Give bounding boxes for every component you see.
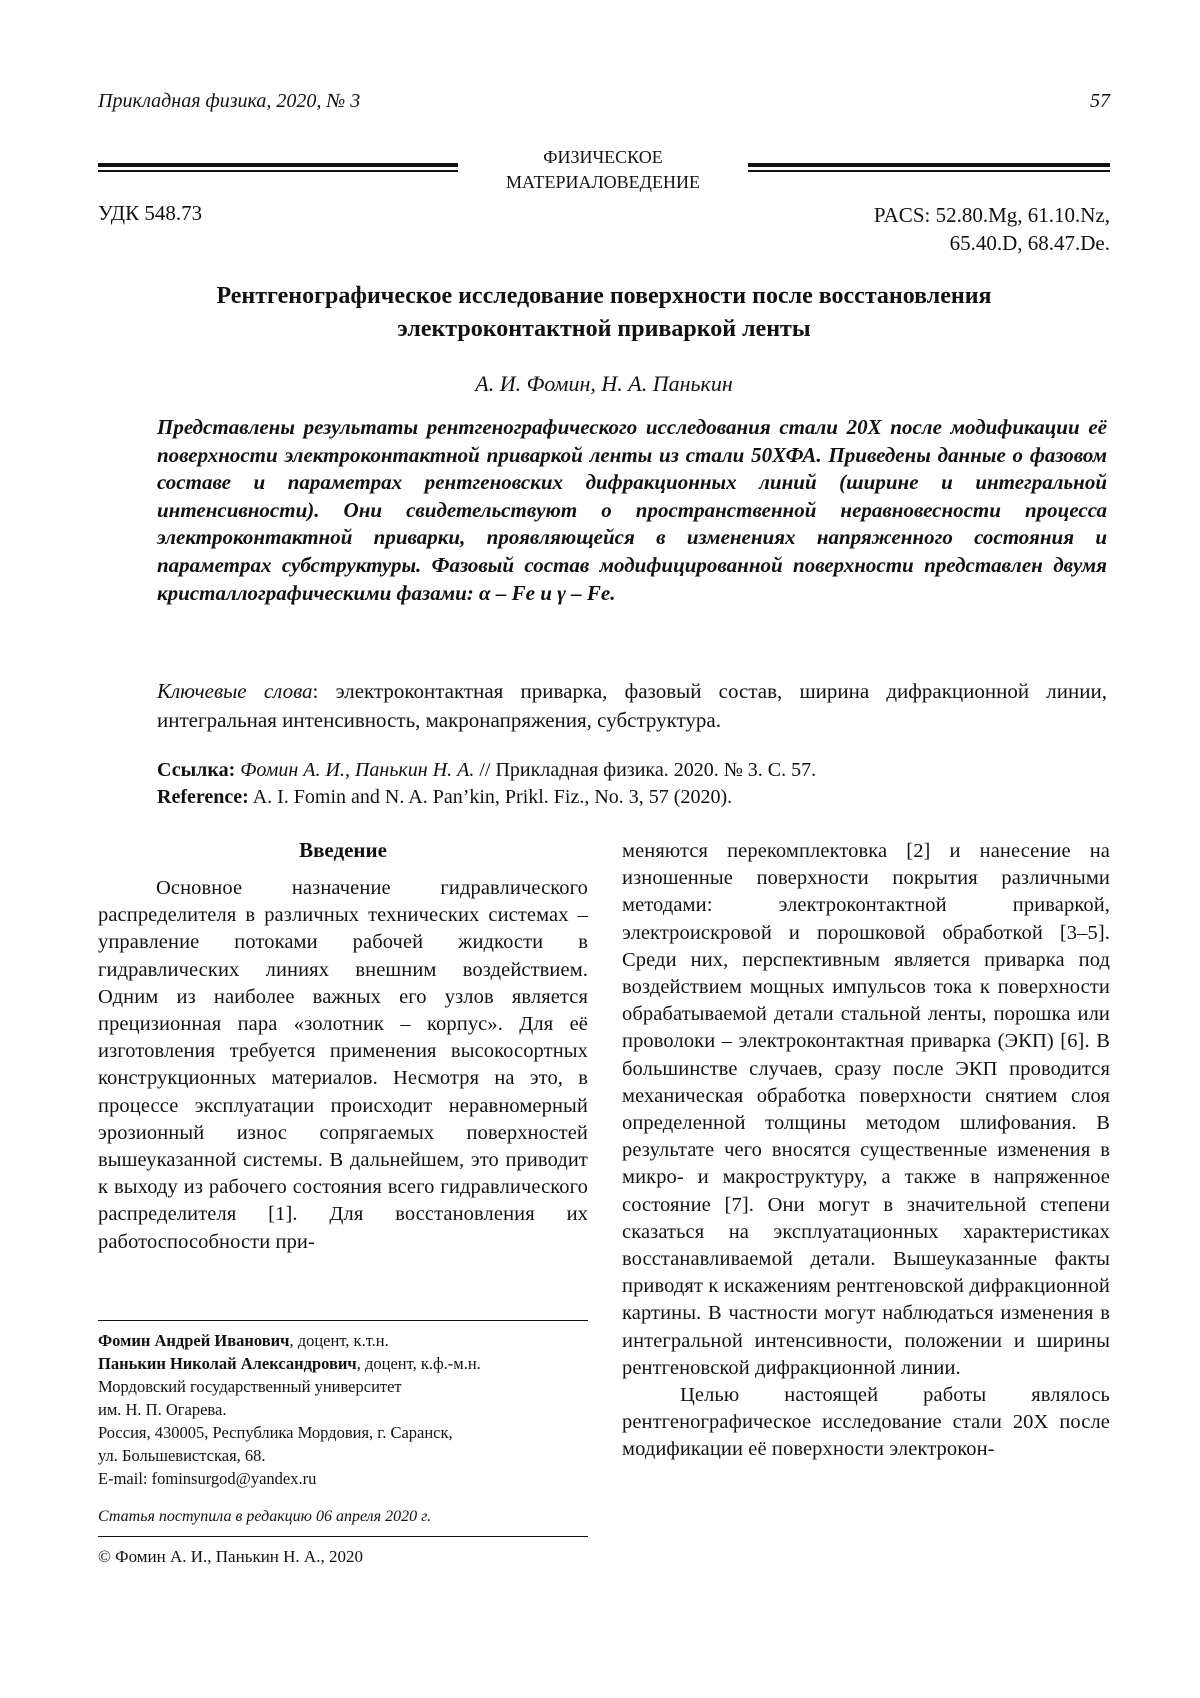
intro-paragraph-right-1: меняются перекомплектовка [2] и нанесение на изношенные поверхности покрытия различными методами: электроконтактной приваркой, электроискровой и порошковой обработкой [3–5]. Среди них, перспективным является приварка под воздействием мощных импульсов тока к поверхности обрабатываемой детали стальной ленты, порошка или проволоки – электроконтактная приварка (ЭКП) [6]. В большинстве случаев, сразу после ЭКП проводится механическая обработка поверхности снятием слоя определенной толщины методом шлифования. В результате чего вносятся существенные изменения в микро- и макроструктуру, а также в напряженное состояние [7]. Они могут в значительной степени сказаться на эксплуатационных характеристиках восстанавливаемой детали. Вышеуказанные факты приводят к искажениям рентгеновской дифракционной картины. В частности могут наблюдаться изменения в интегральной интенсивности, положении и ширины рентгеновской дифракционной линии. [622,840,1110,1379]
intro-paragraph-left: Основное назначение гидравлического распределителя в различных технических системах – управление потоками рабочей жидкости в гидравлических линиях внешним воздействием. Одним из наиболее важных его узлов является прецизионная пара «золотник – корпус». Для её изготовления требуется применения высокосортных конструкционных материалов. Несмотря на это, в процессе эксплуатации происходит неравномерный эрозионный износ сопрягаемых поверхностей вышеуказанной системы. В дальнейшем, это приводит к выходу из рабочего состояния всего гидравлического распределителя [1]. Для восстановления их работоспособности при- [98,877,588,1253]
author-1-name: Фомин Андрей Иванович [98,1331,290,1350]
author-email: E-mail: fominsurgod@yandex.ru [98,1469,317,1488]
address-line-1: Россия, 430005, Республика Мордовия, г. Саранск, [98,1423,453,1442]
abstract: Представлены результаты рентгенографического исследования стали 20Х после модификации её поверхности электроконтактной приваркой ленты из стали 50ХФА. Приведены данные о фазовом составе и параметрах рентгеновских дифракционных линий (ширине и интегральной интенсивности). Они свидетельствуют о пространственной неравновесности процесса электроконтактной приварки, проявляющейся в изменениях напряженного состояния и параметрах субструктуры. Фазовый состав модифицированной поверхности представлен двумя кристаллографическими фазами: α – Fe и γ – Fe. [157,415,1107,605]
title-line-2: электроконтактной приваркой ленты [397,316,811,342]
pacs-codes [874,201,1110,257]
citation-ru [157,757,1107,784]
udc-code: УДК 548.73 [98,201,203,225]
footnote-rule [98,1320,588,1321]
footnote-author-1 [98,1329,588,1352]
citation-block [157,757,1107,811]
rubric-rule-left [98,163,458,175]
keywords [157,677,1107,735]
footnote-author-2 [98,1352,588,1375]
article-title [98,280,1110,346]
copyright-rule [98,1536,588,1537]
citation-text: // Прикладная физика. 2020. № 3. С. 57. [474,759,817,781]
rubric-rule-right [748,163,1110,175]
author-2-name: Панькин Николай Александрович [98,1354,357,1373]
received-date: Статья поступила в редакцию 06 апреля 2020 г. [98,1508,432,1525]
rubric-line-2: МАТЕРИАЛОВЕДЕНИЕ [506,172,700,192]
intro-paragraph-right-2: Целью настоящей работы являлось рентгенографическое исследование стали 20Х после модификации её поверхности электрокон- [622,1384,1110,1461]
journal-name: Прикладная физика, 2020, № 3 [98,90,361,112]
intro-heading: Введение [299,838,387,862]
affiliation-line-1: Мордовский государственный университет [98,1377,402,1396]
section-rubric [98,145,1110,195]
copyright: © Фомин А. И., Панькин Н. А., 2020 [98,1547,363,1566]
keywords-text: : электроконтактная приварка, фазовый состав, ширина дифракционной линии, интегральная интенсивность, макронапряжения, субструктура. [157,679,1107,732]
left-column [98,838,588,1256]
pacs-line-1: PACS: 52.80.Mg, 61.10.Nz, [873,203,1110,227]
running-head [98,90,1110,113]
citation-label: Ссылка: [157,759,236,781]
reference-label: Reference: [157,786,249,808]
reference-text: A. I. Fomin and N. A. Pan’kin, Prikl. Fiz., No. 3, 57 (2020). [248,786,733,808]
affiliation-line-2: им. Н. П. Огарева. [98,1400,227,1419]
right-column [622,838,1110,1464]
keywords-label: Ключевые слова [157,679,313,703]
title-line-1: Рентгенографическое исследование поверхности после восстановления [216,283,992,309]
author-footnote [98,1320,588,1490]
author-1-info: , доцент, к.т.н. [289,1331,389,1350]
author-2-info: , доцент, к.ф.-м.н. [356,1354,481,1373]
pacs-line-2: 65.40.D, 68.47.De. [949,231,1110,255]
address-line-2: ул. Большевистская, 68. [98,1446,266,1465]
page-number: 57 [1090,90,1110,112]
rubric-line-1: ФИЗИЧЕСКОЕ [543,147,663,167]
reference-en [157,784,1107,811]
article-authors: А. И. Фомин, Н. А. Панькин [475,371,733,396]
rubric-text [458,145,748,195]
citation-authors: Фомин А. И., Панькин Н. А. [240,759,475,781]
